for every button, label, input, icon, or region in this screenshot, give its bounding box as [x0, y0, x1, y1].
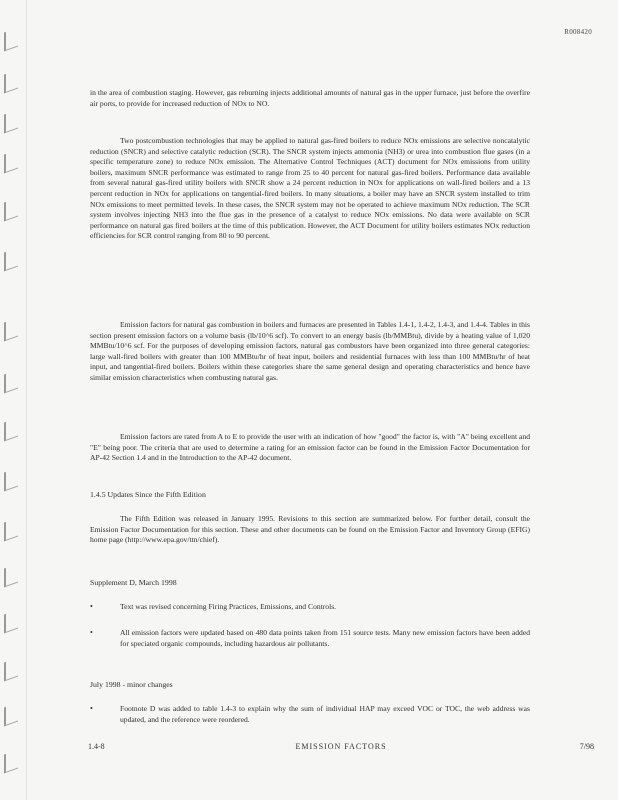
bullet-icon: • [90, 628, 93, 637]
paragraph-updates: The Fifth Edition was released in January 1995. Revisions to this section are summarized below. For further detail, consult the Emission Factor Documentation for this section. These and other documents can be found on the Emission Factor and Inventory Group (EFIG) home page (http://www.epa.gov/ttn/chief). [90, 514, 530, 545]
margin-annotation-mark [4, 197, 18, 221]
paragraph-reburning: in the area of combustion staging. However, gas reburning injects additional amounts of natural gas in the upper furnace, just before the overfire air ports, to provide for increased reduction of NOx to NO. [90, 88, 530, 108]
list-item-text: All emission factors were updated based on 480 data points taken from 151 source tests. Many new emission factors have been added for speciated organic compounds, including hazardous air pollutants. [120, 628, 530, 648]
list-item-text: Footnote D was added to table 1.4-3 to explain why the sum of individual HAP may exceed VOC or TOC, the web address was updated, and the reference were reordered. [120, 704, 530, 724]
margin-annotation-mark [4, 109, 18, 133]
document-id: R008420 [564, 28, 592, 36]
footer-date: 7/98 [579, 742, 594, 751]
margin-annotation-mark [4, 609, 18, 633]
margin-annotation-mark [4, 702, 18, 726]
left-margin-strip [0, 0, 27, 800]
footer-title: EMISSION FACTORS [295, 742, 387, 751]
list-item [90, 704, 530, 725]
margin-annotation-mark [4, 563, 18, 587]
minor-changes-heading: July 1998 - minor changes [90, 680, 173, 689]
bullet-icon: • [90, 602, 93, 611]
section-heading: 1.4.5 Updates Since the Fifth Edition [90, 490, 206, 499]
margin-annotation-mark [4, 27, 18, 51]
list-item [90, 628, 530, 649]
margin-annotation-mark [4, 317, 18, 341]
page-number: 1.4-8 [88, 742, 105, 751]
margin-annotation-mark [4, 417, 18, 441]
margin-annotation-mark [4, 247, 18, 271]
margin-annotation-mark [4, 369, 18, 393]
paragraph-ratings: Emission factors are rated from A to E to provide the user with an indication of how "good" the factor is, with "A" being excellent and "E" being poor. The criteria that are used to determine a rating for an emission factor can be found in the Emission Factor Documentation for AP-42 Section 1.4 and in the Introduction to the AP-42 document. [90, 432, 530, 463]
margin-annotation-mark [4, 149, 18, 173]
margin-annotation-mark [4, 657, 18, 681]
supplement-heading: Supplement D, March 1998 [90, 578, 177, 587]
margin-annotation-mark [4, 467, 18, 491]
margin-annotation-mark [4, 517, 18, 541]
margin-annotation-mark [4, 69, 18, 93]
paragraph-postcombustion: Two postcombustion technologies that may be applied to natural gas-fired boilers to reduce NOx emissions are selective noncatalytic reduction (SNCR) and selective catalytic reduction (SCR). The SNCR system injects ammonia (NH3) or urea into combustion flue gases (in a specific temperature zone) to reduce NOx emission. The Alternative Control Techniques (ACT) document for NOx emissions from utility boilers, maximum SNCR performance was estimated to range from 25 to 40 percent for natural gas-fired boilers. Performance data available from several natural gas-fired utility boilers with SNCR show a 24 percent reduction in NOx for applications on wall-fired boilers and a 13 percent reduction in NOx for applications on tangential-fired boilers. In many situations, a boiler may have an SNCR system installed to trim NOx emissions to meet permitted levels. In these cases, the SNCR system may not be operated to achieve maximum NOx reduction. The SCR system involves injecting NH3 into the flue gas in the presence of a catalyst to reduce NOx emissions. No data were available on SCR performance on natural gas fired boilers at the time of this publication. However, the ACT Document for utility boilers estimates NOx reduction efficiencies for SCR control ranging from 80 to 90 percent. [90, 136, 530, 241]
list-item [90, 602, 530, 613]
paragraph-emission-factors: Emission factors for natural gas combustion in boilers and furnaces are presented in Tables 1.4-1, 1.4-2, 1.4-3, and 1.4-4. Tables in this section present emission factors on a volume basis (lb/10^6 scf). To convert to an energy basis (lb/MMBtu), divide by a heating value of 1,020 MMBtu/10^6 scf. For the purposes of developing emission factors, natural gas combustors have been organized into three general categories: large wall-fired boilers with greater than 100 MMBtu/hr of heat input, boilers and residential furnaces with less than 100 MMBtu/hr of heat input, and tangential-fired boilers. Boilers within these categories share the same general design and operating characteristics and hence have similar emission characteristics when combusting natural gas. [90, 320, 530, 382]
margin-annotation-mark [4, 749, 18, 773]
list-item-text: Text was revised concerning Firing Practices, Emissions, and Controls. [120, 602, 337, 611]
bullet-icon: • [90, 704, 93, 713]
